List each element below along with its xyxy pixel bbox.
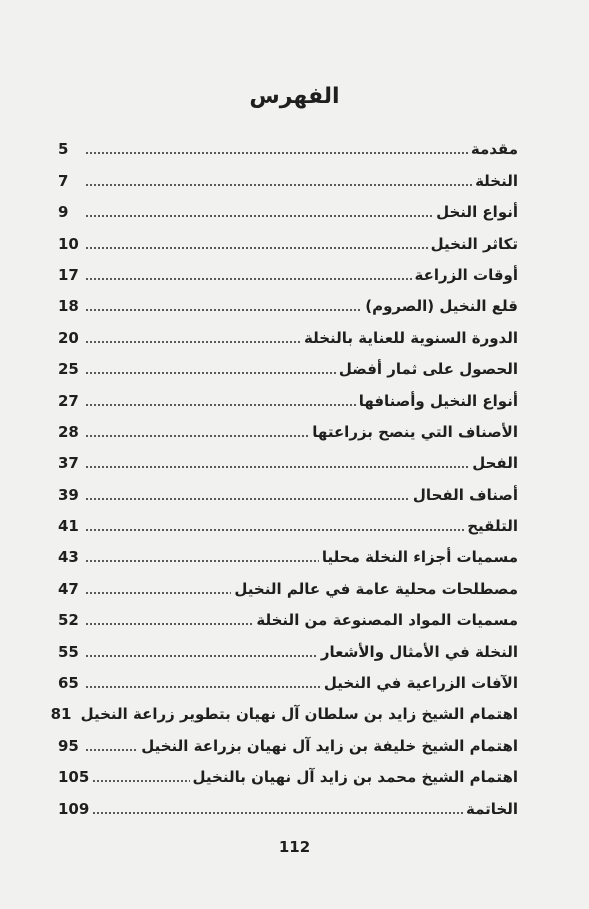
toc-entry-page: 105: [58, 768, 90, 787]
toc-entry-page: 28: [58, 422, 79, 441]
dot-leader: [85, 307, 362, 313]
toc-entry-page: 39: [58, 485, 79, 504]
toc-entry-page: 43: [58, 548, 79, 567]
toc-entry-page: 65: [58, 674, 79, 693]
toc-entry-title: الأصناف التي ينصح بزراعتها: [312, 422, 518, 441]
dot-leader: [85, 245, 428, 251]
toc-entry-title: قلع النخيل (الصروم): [365, 297, 518, 316]
dot-leader: [85, 150, 468, 156]
toc-entry: [58, 257, 518, 288]
dot-leader: [85, 213, 433, 219]
toc-entry-page: 47: [58, 579, 79, 598]
page-number: 112: [278, 838, 311, 856]
toc-entry-page: 18: [58, 297, 79, 316]
toc-entry-page: 52: [58, 611, 79, 630]
toc-entry: [58, 445, 518, 476]
toc-entry-page: 7: [58, 171, 69, 190]
toc-entry: [58, 476, 518, 507]
toc-entry: [58, 288, 518, 319]
dot-leader: [85, 433, 309, 439]
dot-leader: [85, 370, 336, 376]
dot-leader: [85, 339, 301, 345]
toc-entry-title: اهتمام الشيخ خليفة بن زايد آل نهيان بزراعة النخيل: [141, 736, 518, 755]
toc-entry-page: 10: [58, 234, 79, 253]
dot-leader: [85, 182, 472, 188]
toc-entry-page: 5: [58, 140, 69, 159]
toc-entry-title: الفحل: [472, 454, 518, 473]
toc-entry: [58, 727, 518, 758]
toc-entry-page: 27: [58, 391, 79, 410]
dot-leader: [92, 810, 463, 816]
dot-leader: [85, 402, 356, 408]
dot-leader: [85, 464, 469, 470]
toc-entry: [58, 570, 518, 601]
toc-entry: [58, 162, 518, 193]
dot-leader: [85, 684, 321, 690]
toc-entry-title: الخاتمة: [465, 799, 518, 818]
page-title: الفهرس: [249, 84, 340, 109]
dot-leader: [85, 590, 231, 596]
toc-entry: [58, 759, 518, 790]
toc-entry: [58, 602, 518, 633]
toc-entry: [58, 131, 518, 162]
dot-leader: [85, 558, 319, 564]
toc-entry-page: 41: [58, 517, 79, 536]
toc-entry: [58, 351, 518, 382]
toc-entry-page: 17: [58, 265, 79, 284]
toc-entry: [58, 319, 518, 350]
toc-entry-title: الآفات الزراعية في النخيل: [323, 674, 518, 693]
toc-entry-title: مسميات المواد المصنوعة من النخلة: [256, 611, 518, 630]
toc-entry-title: تكاثر النخيل: [430, 234, 518, 253]
dot-leader: [85, 496, 410, 502]
toc-entry: [58, 382, 518, 413]
toc-entry: [58, 539, 518, 570]
dot-leader: [85, 621, 253, 627]
toc-entry-title: مصطلحات محلية عامة في عالم النخيل: [234, 579, 518, 598]
toc-entry-page: 9: [58, 203, 69, 222]
toc-entry-page: 81: [50, 705, 72, 724]
toc-entry-title: مقدمة: [470, 140, 518, 159]
toc-entry: [58, 225, 518, 256]
dot-leader: [85, 276, 412, 282]
toc-entry-title: الدورة السنوية للعناية بالنخلة: [304, 328, 518, 347]
toc-entry-page: 109: [58, 799, 90, 818]
toc-entry-title: اهتمام الشيخ محمد بن زايد آل نهيان بالنخيل: [192, 768, 518, 787]
toc-entry-page: 37: [58, 454, 79, 473]
dot-leader: [85, 527, 464, 533]
toc-entry: [58, 194, 518, 225]
dot-leader: [85, 747, 138, 753]
toc-entry-title: أنواع النخل: [436, 203, 518, 222]
toc-entry-title: أوقات الزراعة: [414, 265, 518, 284]
toc-entry-title: مسميات أجزاء النخلة محليا: [321, 548, 518, 567]
toc-entry-title: التلقيح: [467, 517, 518, 536]
toc-entry: [58, 633, 518, 664]
toc-entry-title: الحصول على ثمار أفضل: [338, 360, 518, 379]
table-of-contents: [50, 131, 518, 822]
toc-entry: [58, 508, 518, 539]
toc-entry-title: أصناف الفحال: [412, 485, 518, 504]
toc-entry: [58, 414, 518, 445]
dot-leader: [92, 778, 189, 784]
toc-entry-page: 20: [58, 328, 79, 347]
toc-entry: [58, 790, 518, 821]
toc-entry-title: النخلة في الأمثال والأشعار: [320, 642, 518, 661]
toc-entry-page: 95: [58, 736, 79, 755]
dot-leader: [85, 653, 318, 659]
toc-entry: [58, 665, 518, 696]
toc-entry-page: 25: [58, 360, 79, 379]
toc-entry-page: 55: [58, 642, 79, 661]
toc-entry-title: النخلة: [475, 171, 518, 190]
toc-entry-title: أنواع النخيل وأصنافها: [358, 391, 518, 410]
toc-entry-title: اهتمام الشيخ زايد بن سلطان آل نهيان بتطوير زراعة النخيل: [80, 705, 518, 724]
toc-entry: [50, 696, 518, 727]
